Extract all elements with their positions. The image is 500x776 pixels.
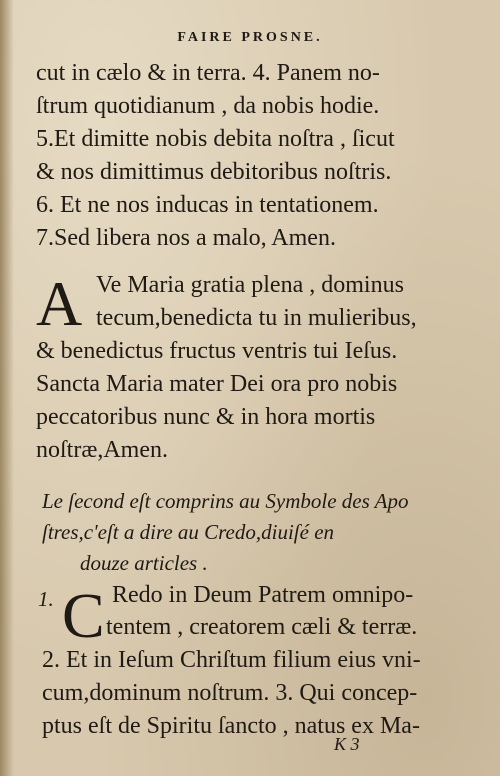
drop-capital-a: A bbox=[36, 268, 83, 339]
text-line: noſtræ,Amen. bbox=[36, 437, 168, 463]
text-line: cum,dominum noſtrum. 3. Qui concep- bbox=[42, 680, 418, 706]
text-line: ſtrum quotidianum , da nobis hodie. bbox=[36, 93, 380, 119]
signature-mark: K 3 bbox=[334, 734, 360, 754]
text-line: tecum,benedicta tu in mulieribus, bbox=[96, 305, 417, 331]
drop-capital-c: C bbox=[62, 580, 105, 651]
text-line: Ve Maria gratia plena , dominus bbox=[96, 272, 404, 298]
text-line: ptus eſt de Spiritu ſancto , natus ex Ma- bbox=[42, 713, 420, 739]
text-line: & benedictus fructus ventris tui Ieſus. bbox=[36, 338, 398, 364]
section-heading-line: douze articles . bbox=[80, 551, 208, 575]
text-line: & nos dimittimus debitoribus noſtris. bbox=[36, 159, 392, 185]
page-gutter-shadow bbox=[0, 0, 14, 776]
text-line: 7.Sed libera nos a malo, Amen. bbox=[36, 225, 336, 251]
text-line: peccatoribus nunc & in hora mortis bbox=[36, 404, 376, 430]
text-line: 2. Et in Ieſum Chriſtum filium eius vni- bbox=[42, 647, 421, 673]
text-line: 5.Et dimitte nobis debita noſtra , ſicut bbox=[36, 126, 395, 152]
section-heading-line: ſtres,c'eſt a dire au Credo,diuiſé en bbox=[42, 520, 335, 544]
running-head: FAIRE PROSNE. bbox=[177, 30, 323, 45]
section-heading-line: Le ſecond eſt comprins au Symbole des Apo bbox=[42, 489, 409, 513]
text-line: 6. Et ne nos inducas in tentationem. bbox=[36, 192, 379, 218]
text-line: cut in cælo & in terra. 4. Panem no- bbox=[36, 60, 380, 86]
text-line: Redo in Deum Patrem omnipo- bbox=[112, 582, 414, 608]
text-line: Sancta Maria mater Dei ora pro nobis bbox=[36, 371, 398, 397]
article-number: 1. bbox=[38, 587, 54, 611]
text-line: tentem , creatorem cæli & terræ. bbox=[106, 614, 418, 640]
